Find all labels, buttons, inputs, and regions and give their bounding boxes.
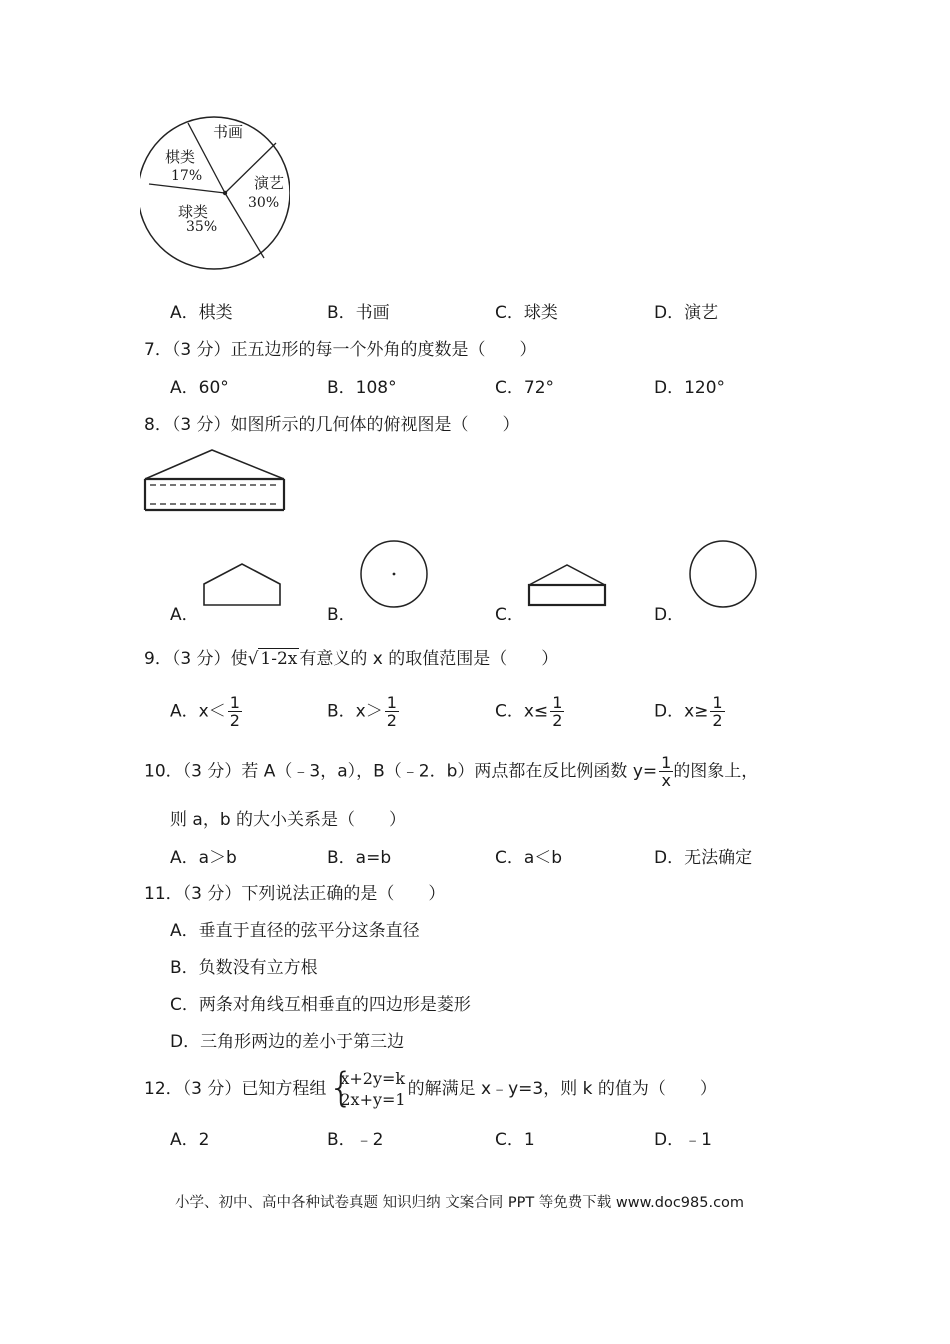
q8-solid-figure [142,447,287,517]
pie-center [223,191,227,195]
q10-stem-line2: 则 a，b 的大小关系是（ ） [170,810,407,830]
pie-pct-qilei: 17% [171,168,203,184]
q8-option-a-figure[interactable] [200,560,284,608]
q10-option-b[interactable]: B．a=b [327,848,392,868]
q10-fraction: $\frac{1}{x}$ [661,753,672,790]
q11-option-d[interactable]: D．三角形两边的差小于第三边 [170,1032,405,1052]
q11-option-b[interactable]: B．负数没有立方根 [170,958,318,978]
q8-option-d-figure[interactable] [687,538,759,610]
q11-option-a[interactable]: A．垂直于直径的弦平分这条直径 [170,921,420,941]
q8-stem: 8．（3 分）如图所示的几何体的俯视图是（ ） [144,415,520,435]
pie-label-qiulei: 球类 [178,203,209,221]
q10-option-d[interactable]: D．无法确定 [654,848,753,868]
pie-label-shuhua: 书画 [213,123,244,141]
q7-option-d[interactable]: D．120° [654,378,726,398]
q12-stem: 12．（3 分）已知方程组 { x+2y=k 2x+y=1 的解满足 x﹣y=3，则 k 的值为（ ） [144,1065,717,1111]
q6-option-c[interactable]: C．球类 [495,303,558,323]
q8-option-b-label[interactable]: B． [327,605,356,625]
q8-option-c-figure[interactable] [526,561,610,609]
q10-option-c[interactable]: C．a＜b [495,848,563,868]
q6-option-d[interactable]: D．演艺 [654,303,719,323]
q7-stem: 7．（3 分）正五边形的每一个外角的度数是（ ） [144,340,537,360]
pie-label-yanyi: 演艺 [254,174,285,192]
q9-radical: √ 1-2x [247,649,298,669]
q9-option-d[interactable]: D．x≥ $\frac{1}{2}$ [654,693,723,730]
q12-option-c[interactable]: C．1 [495,1130,535,1150]
q9-option-c[interactable]: C．x≤ $\frac{1}{2}$ [495,693,563,730]
q7-option-a[interactable]: A．60° [170,378,229,398]
q9-stem: 9．（3 分）使√ 1-2x 有意义的 x 的取值范围是（ ） [144,649,559,669]
q11-stem: 11．（3 分）下列说法正确的是（ ） [144,884,446,904]
q6-option-b[interactable]: B．书画 [327,303,390,323]
q9-option-a[interactable]: A．x＜ $\frac{1}{2}$ [170,693,240,730]
q6-option-a[interactable]: A．棋类 [170,303,233,323]
pie-pct-yanyi: 30% [248,195,280,211]
q12-option-a[interactable]: A．2 [170,1130,210,1150]
q12-option-b[interactable]: B．﹣2 [327,1130,384,1150]
pie-label-qilei: 棋类 [165,148,196,166]
q11-option-c[interactable]: C．两条对角线互相垂直的四边形是菱形 [170,995,471,1015]
q7-option-b[interactable]: B．108° [327,378,397,398]
q9-option-b[interactable]: B．x＞ $\frac{1}{2}$ [327,693,397,730]
q10-option-a[interactable]: A．a＞b [170,848,237,868]
q10-stem: 10．（3 分）若 A（﹣3，a），B（﹣2．b）两点都在反比例函数 y= $\frac{1}{x}$ 的图象上， [144,753,759,790]
q8-option-b-figure[interactable] [358,538,430,610]
q8-option-c-label[interactable]: C． [495,605,524,625]
pie-pct-qiulei: 35% [186,219,218,235]
page-footer: 小学、初中、高中各种试卷真题 知识归纳 文案合同 PPT 等免费下载 www.doc985.com [175,1195,745,1211]
q7-option-c[interactable]: C．72° [495,378,555,398]
q12-equation-system: { x+2y=k 2x+y=1 [328,1065,406,1111]
q8-option-d-label[interactable]: D． [654,605,685,625]
q8-option-a-label[interactable]: A． [170,605,199,625]
pie-divider-left [149,184,225,193]
q12-option-d[interactable]: D．﹣1 [654,1130,712,1150]
